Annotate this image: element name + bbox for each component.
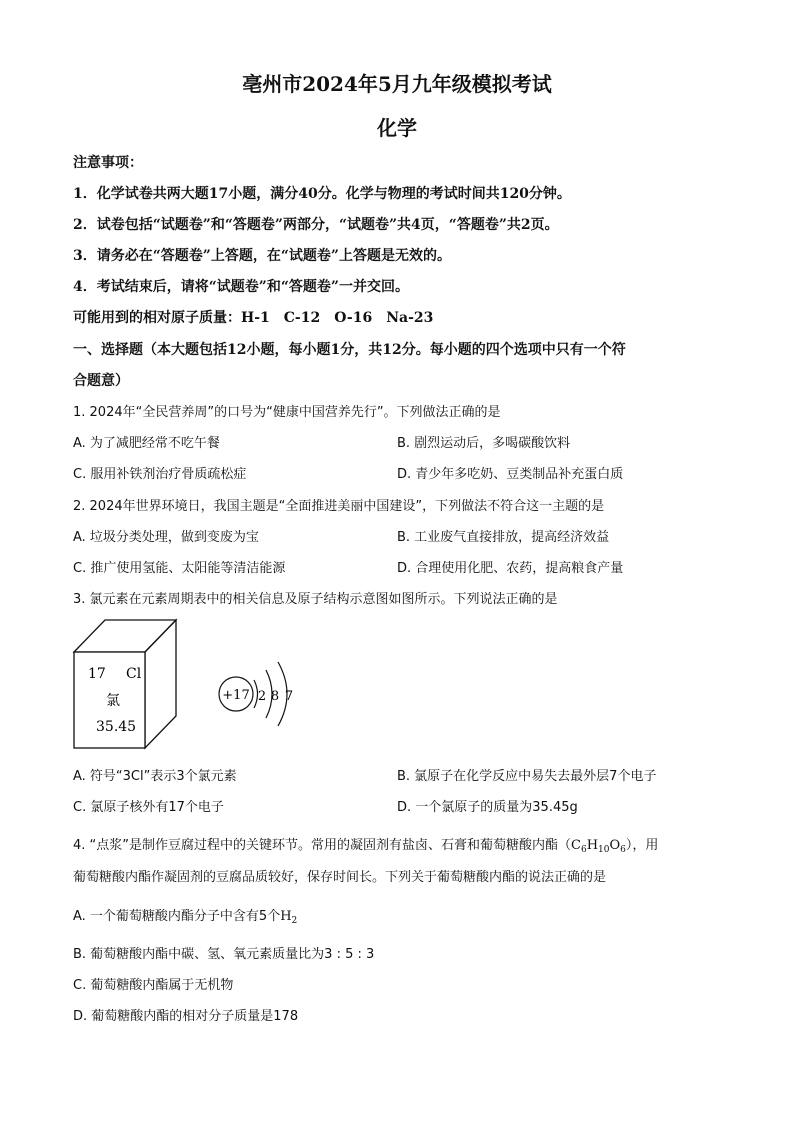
formula-h2-h: H (280, 909, 292, 924)
h2-formula (280, 909, 297, 924)
question-3-option-d: D. 一个氯原子的质量为35.45g (397, 800, 578, 815)
shell-1-electrons: 2 (257, 689, 267, 704)
formula-o-count: 6 (620, 845, 626, 855)
note-item-3: 3．请务必在“答题卷”上答题，在“试题卷”上答题是无效的。 (73, 248, 451, 264)
question-1-option-b: B. 剧烈运动后，多喝碳酸饮料 (397, 436, 571, 451)
gdl-formula (571, 838, 626, 853)
question-3-option-c: C. 氯原子核外有17个电子 (73, 800, 224, 815)
cube-side-face (145, 620, 176, 748)
atomic-number: 17 (88, 666, 106, 682)
formula-c: C (571, 838, 581, 853)
formula-o: O (609, 838, 621, 853)
periodic-element-cube (70, 614, 180, 750)
question-1-stem: 1. 2024年“全民营养周”的口号为“健康中国营养先行”。下列做法正确的是 (73, 405, 501, 420)
element-symbol: Cl (126, 666, 142, 682)
atomic-mass: 35.45 (96, 719, 137, 735)
atom-structure-diagram (214, 650, 304, 740)
question-2-option-c: C. 推广使用氢能、太阳能等清洁能源 (73, 561, 286, 576)
formula-h: H (586, 838, 599, 853)
shell-2-electrons: 8 (270, 689, 280, 704)
formula-h2-count: 2 (291, 916, 298, 926)
note-item-1: 1．化学试卷共两大题17小题，满分40分。化学与物理的考试时间共120分钟。 (73, 186, 571, 202)
question-3-option-a: A. 符号“3Cl”表示3个氯元素 (73, 769, 237, 784)
question-1-option-d: D. 青少年多吃奶、豆类制品补充蛋白质 (397, 467, 624, 482)
note-item-2: 2．试卷包括“试题卷”和“答题卷”两部分，“试题卷”共4页，“答题卷”共2页。 (73, 217, 559, 233)
question-4-stem-line-2: 葡萄糖酸内酯作凝固剂的豆腐品质较好，保存时间长。下列关于葡萄糖酸内酯的说法正确的是 (73, 870, 607, 885)
formula-h-count: 10 (598, 845, 610, 855)
section-heading: 一、选择题（本大题包括12小题，每小题1分，共12分。每小题的四个选项中只有一个符 (73, 342, 626, 358)
question-3-option-b: B. 氯原子在化学反应中易失去最外层7个电子 (397, 769, 657, 784)
note-item-4: 4．考试结束后，请将“试题卷”和“答题卷”一并交回。 (73, 279, 409, 295)
question-4-stem-text: 4. “点浆”是制作豆腐过程中的关键环节。常用的凝固剂有盐卤、石膏和葡萄糖酸内酯（ (73, 838, 572, 853)
question-4-option-a (73, 905, 297, 926)
question-4-option-c: C. 葡萄糖酸内酯属于无机物 (73, 978, 234, 993)
question-1-option-c: C. 服用补铁剂治疗骨质疏松症 (73, 467, 247, 482)
question-4-stem-line-1 (73, 834, 658, 855)
formula-c-count: 6 (580, 845, 587, 855)
question-4-option-b: B. 葡萄糖酸内酯中碳、氢、氧元素质量比为3 : 5 : 3 (73, 947, 375, 962)
question-2-stem: 2. 2024年世界环境日，我国主题是“全面推进美丽中国建设”，下列做法不符合这一主题的是 (73, 499, 605, 514)
atomic-mass-line: 可能用到的相对原子质量：H-1 C-12 O-16 Na-23 (73, 310, 434, 326)
question-2-option-a: A. 垃圾分类处理，做到变废为宝 (73, 530, 259, 545)
notes-heading: 注意事项： (73, 155, 143, 171)
question-4-option-d: D. 葡萄糖酸内酯的相对分子质量是178 (73, 1009, 299, 1024)
subject-title: 化学 (377, 116, 417, 140)
question-4-stem-text-end: ），用 (625, 838, 659, 853)
section-heading-cont: 合题意） (73, 373, 129, 389)
question-3-stem: 3. 氯元素在元素周期表中的相关信息及原子结构示意图如图所示。下列说法正确的是 (73, 592, 558, 607)
question-4-option-a-text: A. 一个葡萄糖酸内酯分子中含有5个 (73, 909, 281, 924)
question-2-option-b: B. 工业废气直接排放，提高经济效益 (397, 530, 610, 545)
shell-3-electrons: 7 (284, 689, 294, 704)
question-2-option-d: D. 合理使用化肥、农药，提高粮食产量 (397, 561, 624, 576)
exam-title: 亳州市2024年5月九年级模拟考试 (242, 72, 552, 96)
question-1-option-a: A. 为了减肥经常不吃午餐 (73, 436, 220, 451)
element-name: 氯 (106, 693, 120, 709)
nucleus-charge: +17 (222, 688, 250, 703)
